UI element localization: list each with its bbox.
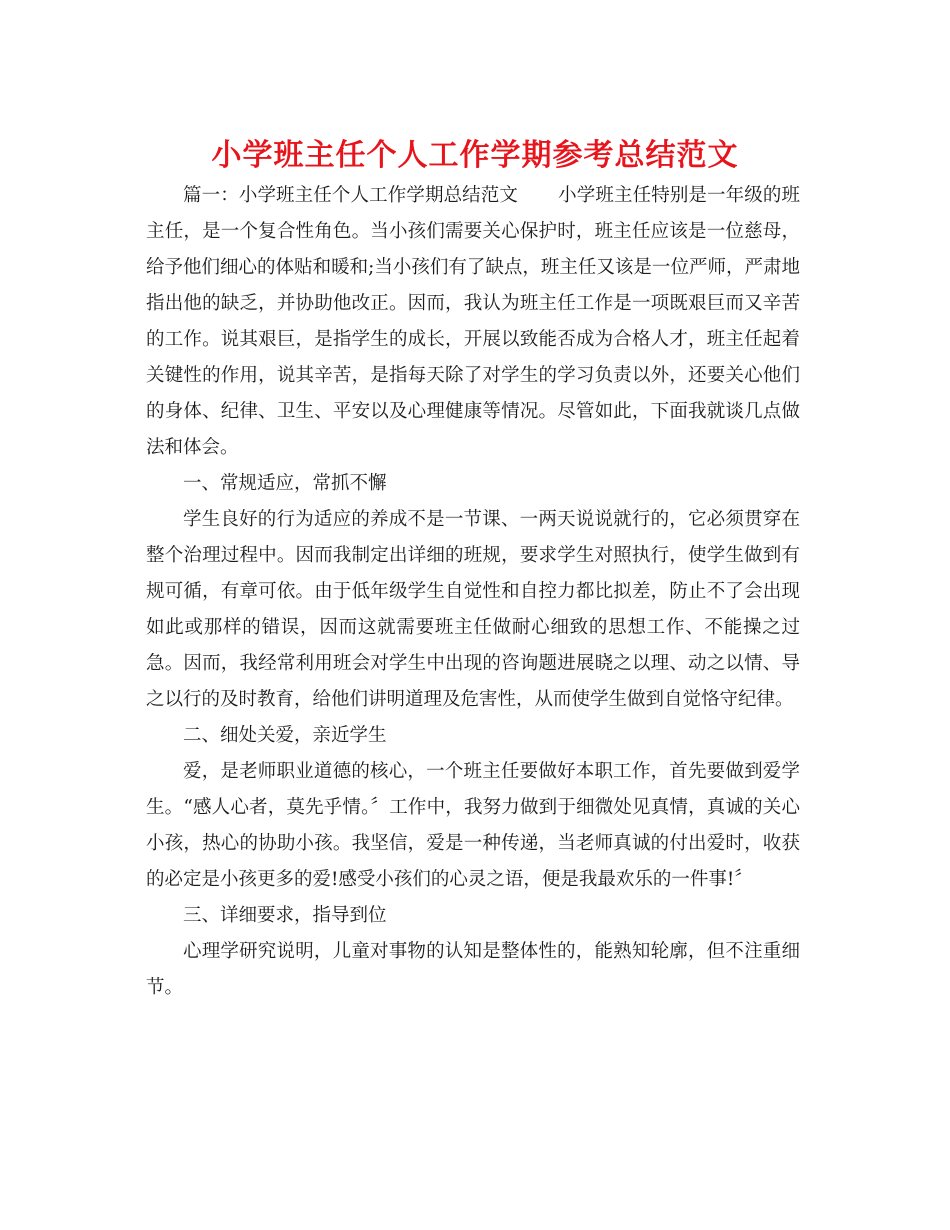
intro-paragraph: [146, 178, 800, 466]
section-paragraph-2: 爱，是老师职业道德的核心，一个班主任要做好本职工作，首先要做到爱学生。“感人心者，莫先乎情。〞工作中，我努力做到于细微处见真情，真诚的关心小孩，热心的协助小孩。我坚信，爱是一种传递，当老师真诚的付出爱时，收获的必定是小孩更多的爱!感受小孩们的心灵之语，便是我最欢乐的一件事!〞: [146, 761, 800, 890]
section-heading-2: 二、细处关爱，亲近学生: [183, 725, 387, 746]
section-paragraph-3: 心理学研究说明，儿童对事物的认知是整体性的，能熟知轮廓，但不注重细节。: [146, 941, 800, 998]
document-body: [146, 178, 800, 1006]
section-heading-3: 三、详细要求，指导到位: [183, 905, 387, 926]
intro-text: 小学班主任特别是一年级的班主任，是一个复合性角色。当小孩们需要关心保护时，班主任应该是一位慈母，给予他们细心的体贴和暖和;当小孩们有了缺点，班主任又该是一位严师，严肃地指出他的缺乏，并协助他改正。因而，我认为班主任工作是一项既艰巨而又辛苦的工作。说其艰巨，是指学生的成长，开展以致能否成为合格人才，班主任起着关键性的作用，说其辛苦，是指每天除了对学生的学习负责以外，还要关心他们的身体、纪律、卫生、平安以及心理健康等情况。尽管如此，下面我就谈几点做法和体会。: [146, 185, 800, 458]
section-heading-1: 一、常规适应，常抓不懈: [183, 473, 387, 494]
document-title: 小学班主任个人工作学期参考总结范文: [211, 138, 739, 173]
section-paragraph-1: 学生良好的行为适应的养成不是一节课、一两天说说就行的，它必须贯穿在整个治理过程中。因而我制定出详细的班规，要求学生对照执行，使学生做到有规可循，有章可依。由于低年级学生自觉性和自控力都比拟差，防止不了会出现如此或那样的错误，因而这就需要班主任做耐心细致的思想工作、不能操之过急。因而，我经常利用班会对学生中出现的咨询题进展晓之以理、动之以情、导之以行的及时教育，给他们讲明道理及危害性，从而使学生做到自觉恪守纪律。: [146, 509, 800, 710]
intro-label: 篇一：小学班主任个人工作学期总结范文: [183, 185, 519, 206]
